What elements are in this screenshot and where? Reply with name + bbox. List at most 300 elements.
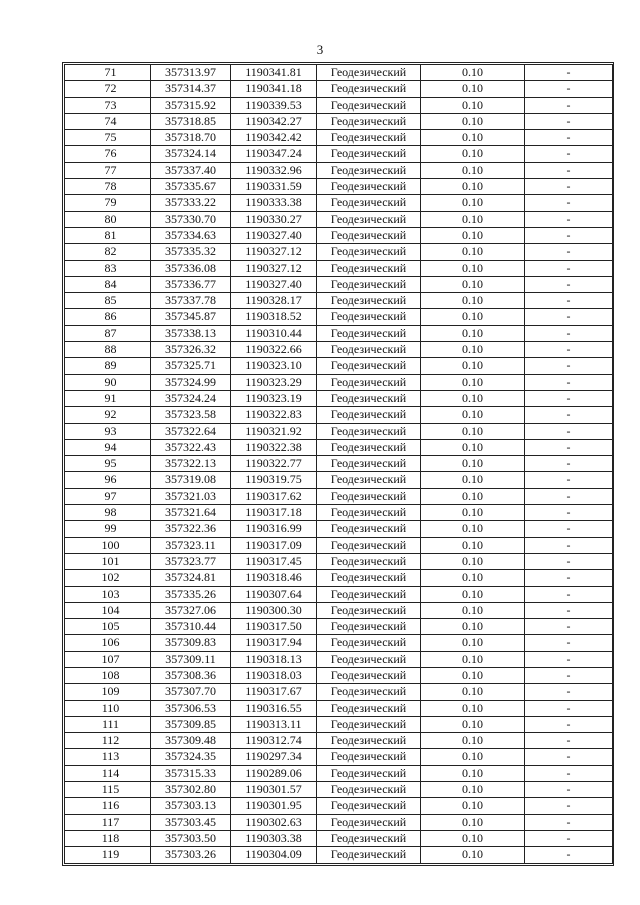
accuracy-cell: 0.10 bbox=[421, 749, 525, 765]
note-cell: - bbox=[525, 374, 613, 390]
method-cell: Геодезический bbox=[317, 830, 421, 846]
point-number-cell: 93 bbox=[65, 423, 151, 439]
method-cell: Геодезический bbox=[317, 374, 421, 390]
point-number-cell: 119 bbox=[65, 847, 151, 863]
x-coordinate-cell: 357337.40 bbox=[151, 162, 231, 178]
table-row bbox=[65, 342, 613, 358]
note-cell: - bbox=[525, 472, 613, 488]
note-cell: - bbox=[525, 505, 613, 521]
table-row bbox=[65, 456, 613, 472]
x-coordinate-cell: 357330.70 bbox=[151, 211, 231, 227]
note-cell: - bbox=[525, 521, 613, 537]
y-coordinate-cell: 1190333.38 bbox=[231, 195, 317, 211]
note-cell: - bbox=[525, 830, 613, 846]
x-coordinate-cell: 357324.24 bbox=[151, 390, 231, 406]
y-coordinate-cell: 1190318.13 bbox=[231, 651, 317, 667]
x-coordinate-cell: 357309.85 bbox=[151, 716, 231, 732]
y-coordinate-cell: 1190342.27 bbox=[231, 113, 317, 129]
x-coordinate-cell: 357303.50 bbox=[151, 830, 231, 846]
x-coordinate-cell: 357333.22 bbox=[151, 195, 231, 211]
x-coordinate-cell: 357324.35 bbox=[151, 749, 231, 765]
accuracy-cell: 0.10 bbox=[421, 260, 525, 276]
note-cell: - bbox=[525, 733, 613, 749]
table-row bbox=[65, 667, 613, 683]
note-cell: - bbox=[525, 782, 613, 798]
method-cell: Геодезический bbox=[317, 733, 421, 749]
y-coordinate-cell: 1190301.95 bbox=[231, 798, 317, 814]
method-cell: Геодезический bbox=[317, 847, 421, 863]
note-cell: - bbox=[525, 211, 613, 227]
note-cell: - bbox=[525, 553, 613, 569]
note-cell: - bbox=[525, 342, 613, 358]
point-number-cell: 114 bbox=[65, 765, 151, 781]
x-coordinate-cell: 357322.13 bbox=[151, 456, 231, 472]
y-coordinate-cell: 1190339.53 bbox=[231, 97, 317, 113]
method-cell: Геодезический bbox=[317, 586, 421, 602]
y-coordinate-cell: 1190347.24 bbox=[231, 146, 317, 162]
x-coordinate-cell: 357308.36 bbox=[151, 667, 231, 683]
method-cell: Геодезический bbox=[317, 700, 421, 716]
y-coordinate-cell: 1190300.30 bbox=[231, 602, 317, 618]
method-cell: Геодезический bbox=[317, 342, 421, 358]
note-cell: - bbox=[525, 635, 613, 651]
method-cell: Геодезический bbox=[317, 358, 421, 374]
accuracy-cell: 0.10 bbox=[421, 456, 525, 472]
accuracy-cell: 0.10 bbox=[421, 814, 525, 830]
table-row bbox=[65, 325, 613, 341]
accuracy-cell: 0.10 bbox=[421, 423, 525, 439]
y-coordinate-cell: 1190342.42 bbox=[231, 130, 317, 146]
y-coordinate-cell: 1190316.99 bbox=[231, 521, 317, 537]
point-number-cell: 94 bbox=[65, 439, 151, 455]
table-row bbox=[65, 619, 613, 635]
coordinates-table bbox=[64, 64, 613, 864]
accuracy-cell: 0.10 bbox=[421, 553, 525, 569]
point-number-cell: 88 bbox=[65, 342, 151, 358]
method-cell: Геодезический bbox=[317, 749, 421, 765]
y-coordinate-cell: 1190322.77 bbox=[231, 456, 317, 472]
x-coordinate-cell: 357335.67 bbox=[151, 179, 231, 195]
note-cell: - bbox=[525, 358, 613, 374]
table-row bbox=[65, 293, 613, 309]
table-row bbox=[65, 439, 613, 455]
accuracy-cell: 0.10 bbox=[421, 716, 525, 732]
note-cell: - bbox=[525, 651, 613, 667]
method-cell: Геодезический bbox=[317, 65, 421, 81]
point-number-cell: 79 bbox=[65, 195, 151, 211]
accuracy-cell: 0.10 bbox=[421, 358, 525, 374]
x-coordinate-cell: 357325.71 bbox=[151, 358, 231, 374]
x-coordinate-cell: 357303.45 bbox=[151, 814, 231, 830]
y-coordinate-cell: 1190310.44 bbox=[231, 325, 317, 341]
x-coordinate-cell: 357315.33 bbox=[151, 765, 231, 781]
accuracy-cell: 0.10 bbox=[421, 651, 525, 667]
x-coordinate-cell: 357336.08 bbox=[151, 260, 231, 276]
table-row bbox=[65, 733, 613, 749]
x-coordinate-cell: 357309.48 bbox=[151, 733, 231, 749]
accuracy-cell: 0.10 bbox=[421, 293, 525, 309]
method-cell: Геодезический bbox=[317, 651, 421, 667]
note-cell: - bbox=[525, 244, 613, 260]
note-cell: - bbox=[525, 97, 613, 113]
point-number-cell: 91 bbox=[65, 390, 151, 406]
point-number-cell: 108 bbox=[65, 667, 151, 683]
point-number-cell: 105 bbox=[65, 619, 151, 635]
y-coordinate-cell: 1190327.12 bbox=[231, 260, 317, 276]
point-number-cell: 82 bbox=[65, 244, 151, 260]
point-number-cell: 112 bbox=[65, 733, 151, 749]
y-coordinate-cell: 1190327.40 bbox=[231, 227, 317, 243]
accuracy-cell: 0.10 bbox=[421, 570, 525, 586]
note-cell: - bbox=[525, 113, 613, 129]
note-cell: - bbox=[525, 814, 613, 830]
accuracy-cell: 0.10 bbox=[421, 505, 525, 521]
accuracy-cell: 0.10 bbox=[421, 488, 525, 504]
accuracy-cell: 0.10 bbox=[421, 113, 525, 129]
table-row bbox=[65, 782, 613, 798]
method-cell: Геодезический bbox=[317, 325, 421, 341]
point-number-cell: 83 bbox=[65, 260, 151, 276]
note-cell: - bbox=[525, 798, 613, 814]
y-coordinate-cell: 1190323.19 bbox=[231, 390, 317, 406]
point-number-cell: 72 bbox=[65, 81, 151, 97]
accuracy-cell: 0.10 bbox=[421, 342, 525, 358]
accuracy-cell: 0.10 bbox=[421, 276, 525, 292]
y-coordinate-cell: 1190317.09 bbox=[231, 537, 317, 553]
y-coordinate-cell: 1190341.18 bbox=[231, 81, 317, 97]
point-number-cell: 117 bbox=[65, 814, 151, 830]
table-row bbox=[65, 488, 613, 504]
y-coordinate-cell: 1190317.50 bbox=[231, 619, 317, 635]
y-coordinate-cell: 1190331.59 bbox=[231, 179, 317, 195]
accuracy-cell: 0.10 bbox=[421, 179, 525, 195]
note-cell: - bbox=[525, 570, 613, 586]
y-coordinate-cell: 1190323.10 bbox=[231, 358, 317, 374]
point-number-cell: 71 bbox=[65, 65, 151, 81]
table-row bbox=[65, 798, 613, 814]
method-cell: Геодезический bbox=[317, 195, 421, 211]
point-number-cell: 102 bbox=[65, 570, 151, 586]
point-number-cell: 85 bbox=[65, 293, 151, 309]
x-coordinate-cell: 357323.58 bbox=[151, 407, 231, 423]
table-row bbox=[65, 570, 613, 586]
accuracy-cell: 0.10 bbox=[421, 733, 525, 749]
point-number-cell: 104 bbox=[65, 602, 151, 618]
y-coordinate-cell: 1190312.74 bbox=[231, 733, 317, 749]
point-number-cell: 118 bbox=[65, 830, 151, 846]
page-number: 3 bbox=[316, 42, 324, 57]
x-coordinate-cell: 357307.70 bbox=[151, 684, 231, 700]
x-coordinate-cell: 357309.83 bbox=[151, 635, 231, 651]
table-row bbox=[65, 537, 613, 553]
accuracy-cell: 0.10 bbox=[421, 211, 525, 227]
accuracy-cell: 0.10 bbox=[421, 798, 525, 814]
method-cell: Геодезический bbox=[317, 521, 421, 537]
x-coordinate-cell: 357322.43 bbox=[151, 439, 231, 455]
coordinates-table-frame bbox=[62, 62, 614, 866]
x-coordinate-cell: 357318.70 bbox=[151, 130, 231, 146]
point-number-cell: 84 bbox=[65, 276, 151, 292]
point-number-cell: 87 bbox=[65, 325, 151, 341]
table-row bbox=[65, 521, 613, 537]
y-coordinate-cell: 1190322.83 bbox=[231, 407, 317, 423]
y-coordinate-cell: 1190303.38 bbox=[231, 830, 317, 846]
note-cell: - bbox=[525, 537, 613, 553]
point-number-cell: 100 bbox=[65, 537, 151, 553]
x-coordinate-cell: 357334.63 bbox=[151, 227, 231, 243]
x-coordinate-cell: 357324.81 bbox=[151, 570, 231, 586]
method-cell: Геодезический bbox=[317, 684, 421, 700]
method-cell: Геодезический bbox=[317, 162, 421, 178]
x-coordinate-cell: 357321.64 bbox=[151, 505, 231, 521]
note-cell: - bbox=[525, 602, 613, 618]
method-cell: Геодезический bbox=[317, 537, 421, 553]
x-coordinate-cell: 357309.11 bbox=[151, 651, 231, 667]
note-cell: - bbox=[525, 162, 613, 178]
table-row bbox=[65, 146, 613, 162]
method-cell: Геодезический bbox=[317, 716, 421, 732]
y-coordinate-cell: 1190317.94 bbox=[231, 635, 317, 651]
y-coordinate-cell: 1190323.29 bbox=[231, 374, 317, 390]
table-row bbox=[65, 830, 613, 846]
point-number-cell: 92 bbox=[65, 407, 151, 423]
method-cell: Геодезический bbox=[317, 227, 421, 243]
method-cell: Геодезический bbox=[317, 97, 421, 113]
method-cell: Геодезический bbox=[317, 293, 421, 309]
y-coordinate-cell: 1190332.96 bbox=[231, 162, 317, 178]
y-coordinate-cell: 1190330.27 bbox=[231, 211, 317, 227]
x-coordinate-cell: 357302.80 bbox=[151, 782, 231, 798]
point-number-cell: 77 bbox=[65, 162, 151, 178]
y-coordinate-cell: 1190318.46 bbox=[231, 570, 317, 586]
note-cell: - bbox=[525, 619, 613, 635]
method-cell: Геодезический bbox=[317, 814, 421, 830]
accuracy-cell: 0.10 bbox=[421, 602, 525, 618]
method-cell: Геодезический bbox=[317, 798, 421, 814]
y-coordinate-cell: 1190317.62 bbox=[231, 488, 317, 504]
note-cell: - bbox=[525, 423, 613, 439]
point-number-cell: 86 bbox=[65, 309, 151, 325]
accuracy-cell: 0.10 bbox=[421, 667, 525, 683]
table-row bbox=[65, 684, 613, 700]
table-row bbox=[65, 423, 613, 439]
x-coordinate-cell: 357303.26 bbox=[151, 847, 231, 863]
table-row bbox=[65, 553, 613, 569]
method-cell: Геодезический bbox=[317, 553, 421, 569]
x-coordinate-cell: 357322.64 bbox=[151, 423, 231, 439]
method-cell: Геодезический bbox=[317, 782, 421, 798]
note-cell: - bbox=[525, 293, 613, 309]
point-number-cell: 80 bbox=[65, 211, 151, 227]
y-coordinate-cell: 1190341.81 bbox=[231, 65, 317, 81]
method-cell: Геодезический bbox=[317, 423, 421, 439]
table-row bbox=[65, 211, 613, 227]
method-cell: Геодезический bbox=[317, 456, 421, 472]
y-coordinate-cell: 1190328.17 bbox=[231, 293, 317, 309]
y-coordinate-cell: 1190304.09 bbox=[231, 847, 317, 863]
method-cell: Геодезический bbox=[317, 407, 421, 423]
table-row bbox=[65, 65, 613, 81]
x-coordinate-cell: 357335.26 bbox=[151, 586, 231, 602]
point-number-cell: 81 bbox=[65, 227, 151, 243]
point-number-cell: 97 bbox=[65, 488, 151, 504]
point-number-cell: 106 bbox=[65, 635, 151, 651]
point-number-cell: 96 bbox=[65, 472, 151, 488]
table-row bbox=[65, 179, 613, 195]
note-cell: - bbox=[525, 276, 613, 292]
y-coordinate-cell: 1190327.12 bbox=[231, 244, 317, 260]
table-row bbox=[65, 309, 613, 325]
x-coordinate-cell: 357337.78 bbox=[151, 293, 231, 309]
x-coordinate-cell: 357313.97 bbox=[151, 65, 231, 81]
accuracy-cell: 0.10 bbox=[421, 830, 525, 846]
x-coordinate-cell: 357315.92 bbox=[151, 97, 231, 113]
note-cell: - bbox=[525, 195, 613, 211]
accuracy-cell: 0.10 bbox=[421, 195, 525, 211]
note-cell: - bbox=[525, 847, 613, 863]
note-cell: - bbox=[525, 716, 613, 732]
x-coordinate-cell: 357323.11 bbox=[151, 537, 231, 553]
method-cell: Геодезический bbox=[317, 276, 421, 292]
accuracy-cell: 0.10 bbox=[421, 227, 525, 243]
accuracy-cell: 0.10 bbox=[421, 439, 525, 455]
method-cell: Геодезический bbox=[317, 472, 421, 488]
point-number-cell: 76 bbox=[65, 146, 151, 162]
y-coordinate-cell: 1190297.34 bbox=[231, 749, 317, 765]
y-coordinate-cell: 1190321.92 bbox=[231, 423, 317, 439]
method-cell: Геодезический bbox=[317, 488, 421, 504]
table-row bbox=[65, 651, 613, 667]
method-cell: Геодезический bbox=[317, 179, 421, 195]
method-cell: Геодезический bbox=[317, 309, 421, 325]
accuracy-cell: 0.10 bbox=[421, 684, 525, 700]
note-cell: - bbox=[525, 439, 613, 455]
method-cell: Геодезический bbox=[317, 505, 421, 521]
point-number-cell: 110 bbox=[65, 700, 151, 716]
accuracy-cell: 0.10 bbox=[421, 521, 525, 537]
point-number-cell: 109 bbox=[65, 684, 151, 700]
table-row bbox=[65, 749, 613, 765]
note-cell: - bbox=[525, 390, 613, 406]
point-number-cell: 107 bbox=[65, 651, 151, 667]
table-row bbox=[65, 390, 613, 406]
note-cell: - bbox=[525, 586, 613, 602]
table-row bbox=[65, 586, 613, 602]
point-number-cell: 78 bbox=[65, 179, 151, 195]
accuracy-cell: 0.10 bbox=[421, 765, 525, 781]
x-coordinate-cell: 357327.06 bbox=[151, 602, 231, 618]
x-coordinate-cell: 357321.03 bbox=[151, 488, 231, 504]
accuracy-cell: 0.10 bbox=[421, 309, 525, 325]
note-cell: - bbox=[525, 667, 613, 683]
note-cell: - bbox=[525, 146, 613, 162]
y-coordinate-cell: 1190289.06 bbox=[231, 765, 317, 781]
method-cell: Геодезический bbox=[317, 211, 421, 227]
table-row bbox=[65, 113, 613, 129]
table-row bbox=[65, 195, 613, 211]
note-cell: - bbox=[525, 227, 613, 243]
x-coordinate-cell: 357323.77 bbox=[151, 553, 231, 569]
table-row bbox=[65, 162, 613, 178]
x-coordinate-cell: 357303.13 bbox=[151, 798, 231, 814]
x-coordinate-cell: 357310.44 bbox=[151, 619, 231, 635]
x-coordinate-cell: 357335.32 bbox=[151, 244, 231, 260]
point-number-cell: 75 bbox=[65, 130, 151, 146]
method-cell: Геодезический bbox=[317, 244, 421, 260]
x-coordinate-cell: 357322.36 bbox=[151, 521, 231, 537]
table-body bbox=[65, 65, 613, 864]
point-number-cell: 111 bbox=[65, 716, 151, 732]
y-coordinate-cell: 1190318.03 bbox=[231, 667, 317, 683]
note-cell: - bbox=[525, 684, 613, 700]
y-coordinate-cell: 1190302.63 bbox=[231, 814, 317, 830]
accuracy-cell: 0.10 bbox=[421, 782, 525, 798]
method-cell: Геодезический bbox=[317, 570, 421, 586]
method-cell: Геодезический bbox=[317, 765, 421, 781]
table-row bbox=[65, 765, 613, 781]
accuracy-cell: 0.10 bbox=[421, 97, 525, 113]
table-row bbox=[65, 407, 613, 423]
note-cell: - bbox=[525, 407, 613, 423]
table-row bbox=[65, 81, 613, 97]
table-row bbox=[65, 227, 613, 243]
point-number-cell: 98 bbox=[65, 505, 151, 521]
accuracy-cell: 0.10 bbox=[421, 162, 525, 178]
table-row bbox=[65, 130, 613, 146]
method-cell: Геодезический bbox=[317, 146, 421, 162]
note-cell: - bbox=[525, 260, 613, 276]
method-cell: Геодезический bbox=[317, 390, 421, 406]
table-row bbox=[65, 358, 613, 374]
accuracy-cell: 0.10 bbox=[421, 374, 525, 390]
note-cell: - bbox=[525, 81, 613, 97]
accuracy-cell: 0.10 bbox=[421, 130, 525, 146]
point-number-cell: 99 bbox=[65, 521, 151, 537]
method-cell: Геодезический bbox=[317, 260, 421, 276]
method-cell: Геодезический bbox=[317, 81, 421, 97]
method-cell: Геодезический bbox=[317, 619, 421, 635]
y-coordinate-cell: 1190322.38 bbox=[231, 439, 317, 455]
x-coordinate-cell: 357345.87 bbox=[151, 309, 231, 325]
accuracy-cell: 0.10 bbox=[421, 619, 525, 635]
note-cell: - bbox=[525, 179, 613, 195]
method-cell: Геодезический bbox=[317, 635, 421, 651]
accuracy-cell: 0.10 bbox=[421, 65, 525, 81]
method-cell: Геодезический bbox=[317, 439, 421, 455]
x-coordinate-cell: 357319.08 bbox=[151, 472, 231, 488]
x-coordinate-cell: 357326.32 bbox=[151, 342, 231, 358]
table-row bbox=[65, 374, 613, 390]
y-coordinate-cell: 1190317.45 bbox=[231, 553, 317, 569]
y-coordinate-cell: 1190317.18 bbox=[231, 505, 317, 521]
accuracy-cell: 0.10 bbox=[421, 472, 525, 488]
method-cell: Геодезический bbox=[317, 113, 421, 129]
note-cell: - bbox=[525, 749, 613, 765]
x-coordinate-cell: 357336.77 bbox=[151, 276, 231, 292]
note-cell: - bbox=[525, 309, 613, 325]
table-row bbox=[65, 635, 613, 651]
note-cell: - bbox=[525, 765, 613, 781]
point-number-cell: 74 bbox=[65, 113, 151, 129]
table-row bbox=[65, 847, 613, 863]
point-number-cell: 90 bbox=[65, 374, 151, 390]
x-coordinate-cell: 357306.53 bbox=[151, 700, 231, 716]
y-coordinate-cell: 1190319.75 bbox=[231, 472, 317, 488]
accuracy-cell: 0.10 bbox=[421, 700, 525, 716]
table-row bbox=[65, 602, 613, 618]
y-coordinate-cell: 1190327.40 bbox=[231, 276, 317, 292]
note-cell: - bbox=[525, 325, 613, 341]
